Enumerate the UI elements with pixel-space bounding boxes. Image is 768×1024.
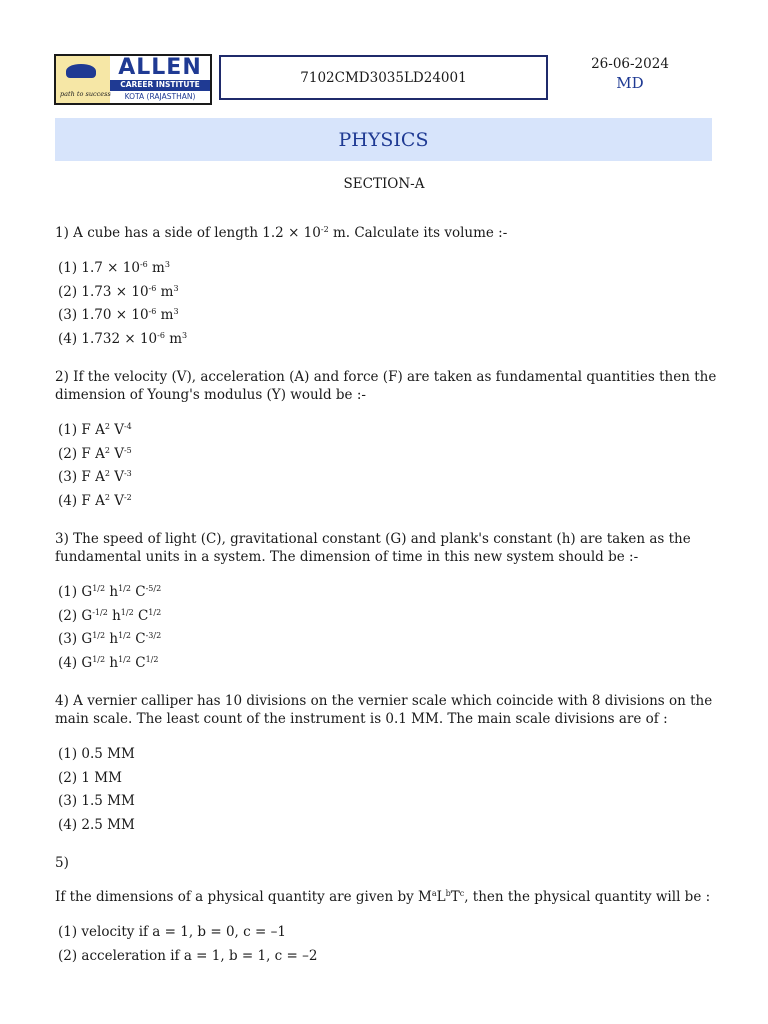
questions-list xyxy=(55,224,717,985)
option-item: (2) F $A^2$ $V^{-5}$ xyxy=(58,445,132,462)
question-text: 5) xyxy=(55,855,69,871)
logo-line1: CAREER INSTITUTE xyxy=(110,80,210,90)
logo-text xyxy=(110,56,210,103)
option-item: (3) F $A^2$ $V^{-3}$ xyxy=(58,469,132,485)
option-item: (2) $1.73 \times 10^{-6}$ $m^3$ xyxy=(58,283,179,300)
section-heading: SECTION-A xyxy=(343,176,425,192)
subject-banner xyxy=(55,118,712,161)
options-list xyxy=(58,419,717,513)
paper-code-box xyxy=(219,55,548,100)
question-block xyxy=(55,854,717,968)
options-list xyxy=(58,581,717,675)
option-item: (1) $1.7 \times 10^{-6}$ $m^3$ xyxy=(58,260,170,276)
logo-brand: ALLEN xyxy=(110,56,210,80)
options-list xyxy=(58,257,717,351)
option-item: (4) $1.732 \times 10^{-6}$ $m^3$ xyxy=(58,330,188,347)
option-item: (3) 1.5 MM xyxy=(58,793,135,809)
option-item: (3) $1.70 \times 10^{-6}$ $m^3$ xyxy=(58,307,179,323)
exam-stream: MD xyxy=(616,74,644,92)
logo-emblem-icon xyxy=(56,56,110,103)
options-list xyxy=(58,743,717,837)
option-item: (4) 2.5 MM xyxy=(58,816,135,833)
option-item: (1) $G^{1/2}$ $h^{1/2}$ $C^{-5/2}$ xyxy=(58,584,162,600)
question-block xyxy=(55,224,717,351)
question-text: 1) A cube has a side of length $1.2 \times 10^{-2}$ m. Calculate its volume :- xyxy=(55,225,508,241)
question-block xyxy=(55,530,717,675)
option-item: (2) 1 MM xyxy=(58,769,122,786)
question-block xyxy=(55,692,717,837)
graduation-cap-icon xyxy=(66,64,96,78)
logo-tagline: path to success xyxy=(60,90,111,98)
paper-code: 7102CMD3035LD24001 xyxy=(300,69,467,86)
option-item: (2) acceleration if a = 1, b = 1, c = –2 xyxy=(58,947,318,964)
question-stem: If the dimensions of a physical quantity are given by $M^aL^bT^c$, then the physical quantity will be : xyxy=(55,889,711,905)
option-item: (3) $G^{1/2}$ $h^{1/2}$ $C^{-3/2}$ xyxy=(58,631,162,647)
option-item: (1) velocity if a = 1, b = 0, c = –1 xyxy=(58,924,286,940)
option-item: (1) 0.5 MM xyxy=(58,746,135,762)
question-block xyxy=(55,368,717,513)
option-item: (1) F $A^2$ $V^{-4}$ xyxy=(58,422,132,438)
option-item: (4) $G^{1/2}$ $h^{1/2}$ $C^{1/2}$ xyxy=(58,654,159,671)
logo-line2: KOTA (RAJASTHAN) xyxy=(110,90,210,102)
options-list xyxy=(58,921,717,968)
question-text: 4) A vernier calliper has 10 divisions on the vernier scale which coincide with 8 divisions on the main scale. The least count of the instrument is 0.1 MM. The main scale divisions are of : xyxy=(55,693,713,727)
allen-logo xyxy=(54,54,212,105)
subject-title: PHYSICS xyxy=(338,128,429,151)
option-item: (2) $G^{-1/2}$ $h^{1/2}$ $C^{1/2}$ xyxy=(58,607,162,624)
option-item: (4) F $A^2$ $V^{-2}$ xyxy=(58,492,132,509)
question-text: 2) If the velocity (V), acceleration (A) and force (F) are taken as fundamental quantities then the dimension of Young's modulus (Y) would be :- xyxy=(55,369,717,403)
question-text: 3) The speed of light (C), gravitational constant (G) and plank's constant (h) are taken as the fundamental units in a system. The dimension of time in this new system should be :- xyxy=(55,531,691,565)
exam-date: 26-06-2024 xyxy=(591,56,669,72)
